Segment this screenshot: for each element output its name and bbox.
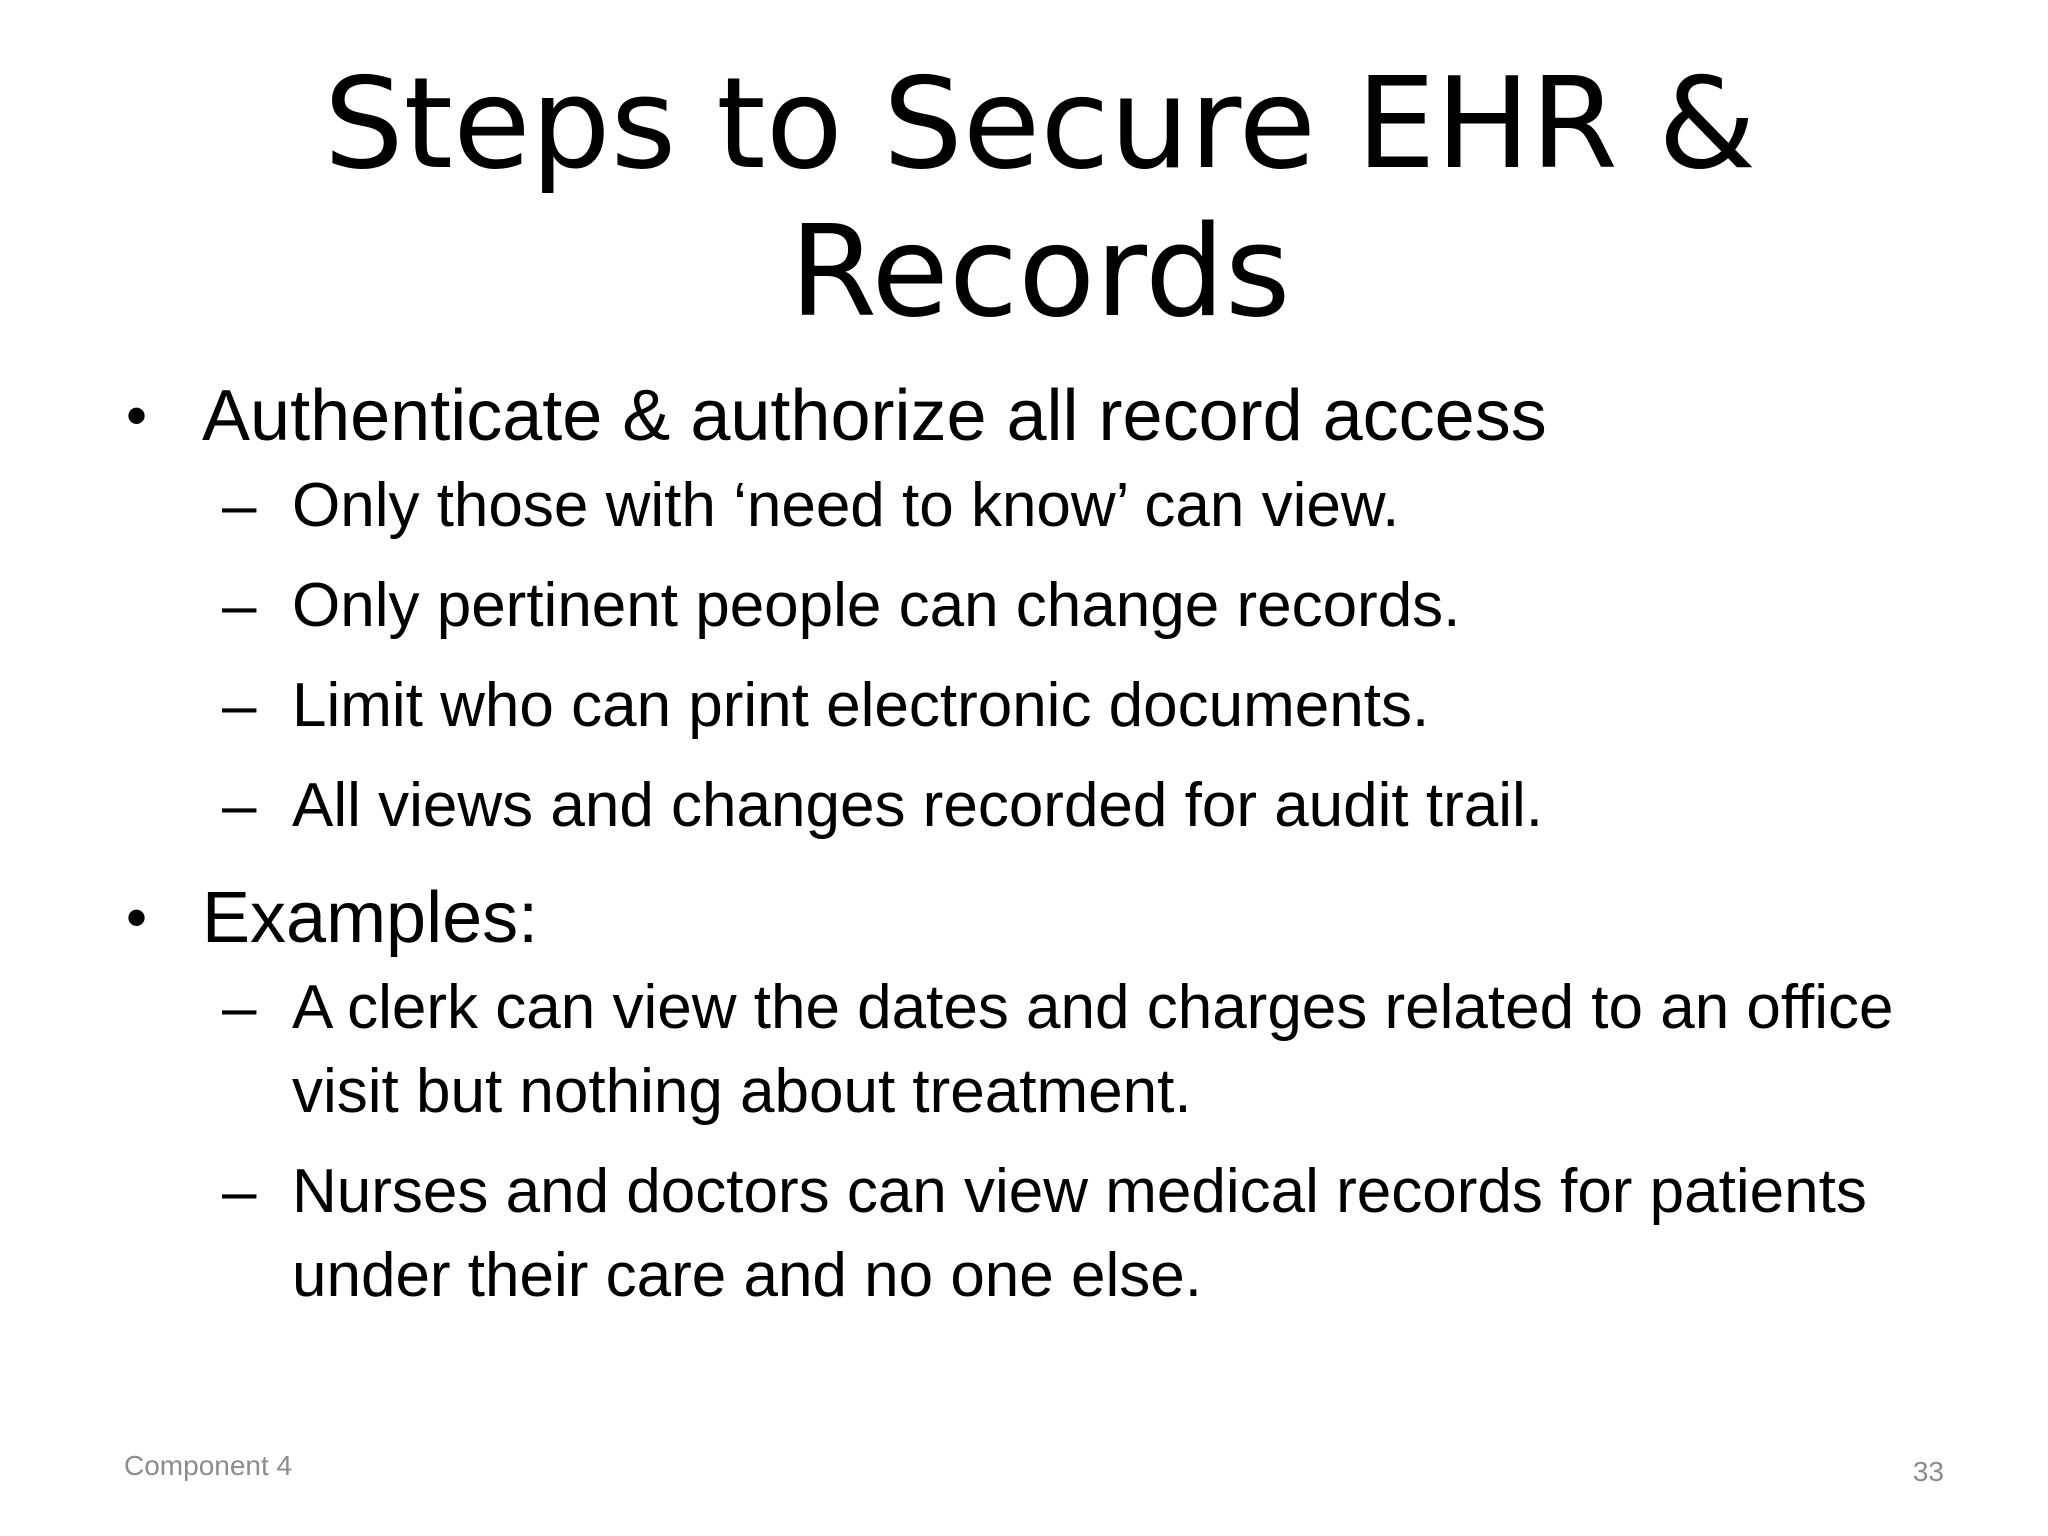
dash-icon: – [222,671,257,740]
bullet-item [120,874,1980,1318]
bullet-text: Authenticate & authorize all record access [202,376,1547,456]
bullet-item [120,372,1980,848]
bullet-dot-icon: • [126,382,148,449]
slide-body [120,372,1980,1334]
sub-item [120,966,1980,1134]
dash-icon: – [222,471,257,540]
sub-item [120,564,1980,648]
sub-item [120,1150,1980,1318]
sub-item-text: Only pertinent people can change records. [292,571,1461,640]
sub-item [120,464,1980,548]
sub-item-text: Nurses and doctors can view medical records for patients under their care and no one else. [292,1157,1867,1310]
sub-list [202,966,1980,1318]
dash-icon: – [222,973,257,1042]
page-number: 33 [1912,1456,1944,1487]
slide-title: Steps to Secure EHR & Records [323,50,1757,345]
sub-item [120,764,1980,848]
dash-icon: – [222,771,257,840]
dash-icon: – [222,1157,257,1226]
dash-icon: – [222,571,257,640]
sub-item-text: A clerk can view the dates and charges related to an office visit but nothing about treatment. [292,973,1894,1126]
sub-item-text: All views and changes recorded for audit trail. [292,771,1543,840]
footer-label: Component 4 [124,1450,293,1481]
sub-list [202,464,1980,848]
sub-item [120,664,1980,748]
bullet-text: Examples: [202,878,539,958]
sub-item-text: Limit who can print electronic documents. [292,671,1430,740]
bullet-dot-icon: • [126,884,148,951]
sub-item-text: Only those with ‘need to know’ can view. [292,471,1400,540]
